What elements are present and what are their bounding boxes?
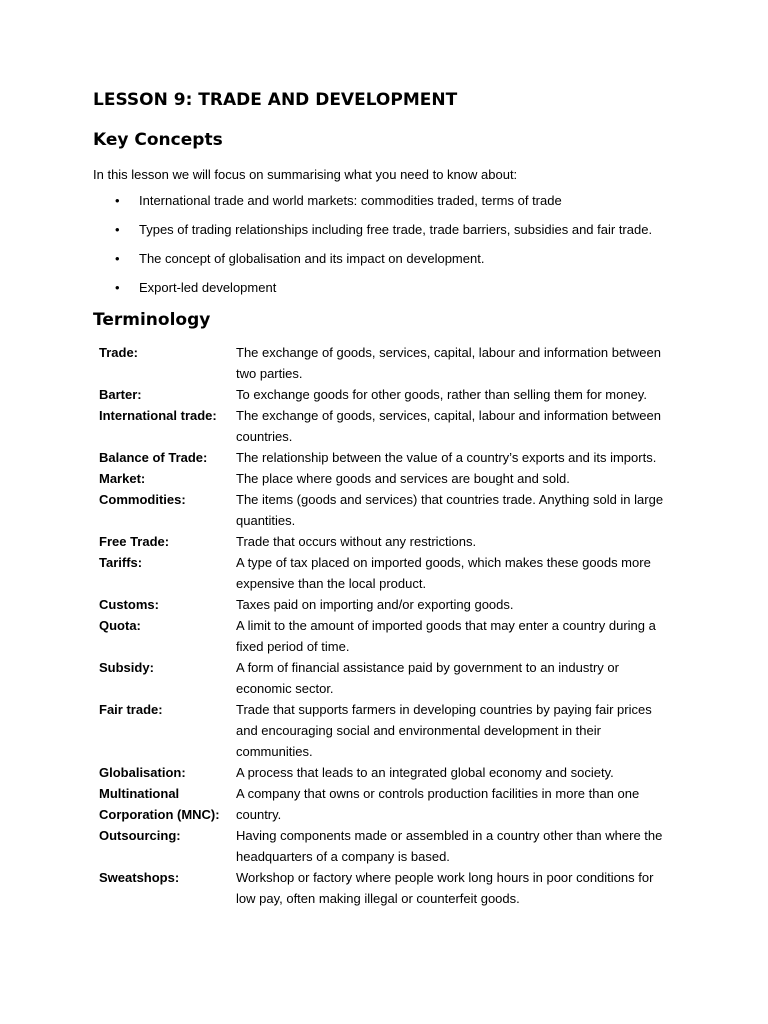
term-label: Multinational Corporation (MNC): [99,786,220,822]
term-definition: The place where goods and services are bought and sold. [236,471,570,486]
bullet-icon: • [115,251,120,266]
lesson-title: LESSON 9: TRADE AND DEVELOPMENT [93,90,458,110]
bullet-icon: • [115,222,120,237]
term-definition: A type of tax placed on imported goods, which makes these goods more expensive than the local product. [236,555,651,591]
list-item [93,279,693,297]
term-label: Quota: [99,618,141,633]
term-row [99,657,693,699]
key-concepts-heading: Key Concepts [93,130,223,150]
term-row [99,783,693,825]
term-row [99,762,693,783]
terminology-table [99,342,693,909]
term-label: Subsidy: [99,660,154,675]
list-item [93,192,693,210]
list-item [93,250,693,268]
term-row [99,405,693,447]
list-item-text: International trade and world markets: commodities traded, terms of trade [139,193,562,208]
term-label: Tariffs: [99,555,143,570]
term-row [99,384,693,405]
term-definition: Workshop or factory where people work long hours in poor conditions for low pay, often making illegal or counterfeit goods. [236,870,654,906]
term-definition: To exchange goods for other goods, rather than selling them for money. [236,387,647,402]
term-label: Free Trade: [99,534,170,549]
term-definition: The items (goods and services) that countries trade. Anything sold in large quantities. [236,492,664,528]
term-definition: Taxes paid on importing and/or exporting goods. [236,597,514,612]
term-definition: Trade that occurs without any restrictions. [236,534,477,549]
key-concepts-intro: In this lesson we will focus on summarising what you need to know about: [93,167,518,182]
list-item-text: The concept of globalisation and its impact on development. [139,251,485,266]
term-definition: Trade that supports farmers in developing countries by paying fair prices and encouraging social and environmental development in their communities. [236,702,652,759]
term-label: Trade: [99,345,139,360]
list-item-text: Types of trading relationships including free trade, trade barriers, subsidies and fair trade. [139,222,653,237]
term-row [99,447,693,468]
term-label: Outsourcing: [99,828,181,843]
term-row [99,867,693,909]
term-row [99,531,693,552]
term-label: Globalisation: [99,765,186,780]
term-definition: A limit to the amount of imported goods that may enter a country during a fixed period of time. [236,618,656,654]
term-row [99,552,693,594]
terminology-heading: Terminology [93,310,211,330]
term-row [99,594,693,615]
term-definition: A form of financial assistance paid by government to an industry or economic sector. [236,660,619,696]
term-label: International trade: [99,408,217,423]
term-label: Commodities: [99,492,186,507]
term-row [99,615,693,657]
term-row [99,342,693,384]
document-page [93,88,693,909]
term-definition: A process that leads to an integrated global economy and society. [236,765,614,780]
term-label: Sweatshops: [99,870,180,885]
term-label: Barter: [99,387,142,402]
key-concepts-list [93,192,693,297]
term-definition: The relationship between the value of a country’s exports and its imports. [236,450,657,465]
term-label: Fair trade: [99,702,163,717]
term-label: Balance of Trade: [99,450,208,465]
term-definition: The exchange of goods, services, capital, labour and information between two parties. [236,345,661,381]
bullet-icon: • [115,193,120,208]
list-item [93,221,693,239]
term-row [99,699,693,762]
bullet-icon: • [115,280,120,295]
list-item-text: Export-led development [139,280,277,295]
term-definition: Having components made or assembled in a country other than where the headquarters of a company is based. [236,828,663,864]
term-row [99,468,693,489]
term-definition: The exchange of goods, services, capital, labour and information between countries. [236,408,661,444]
term-definition: A company that owns or controls production facilities in more than one country. [236,786,640,822]
term-row [99,489,693,531]
term-label: Market: [99,471,146,486]
term-row [99,825,693,867]
term-label: Customs: [99,597,159,612]
